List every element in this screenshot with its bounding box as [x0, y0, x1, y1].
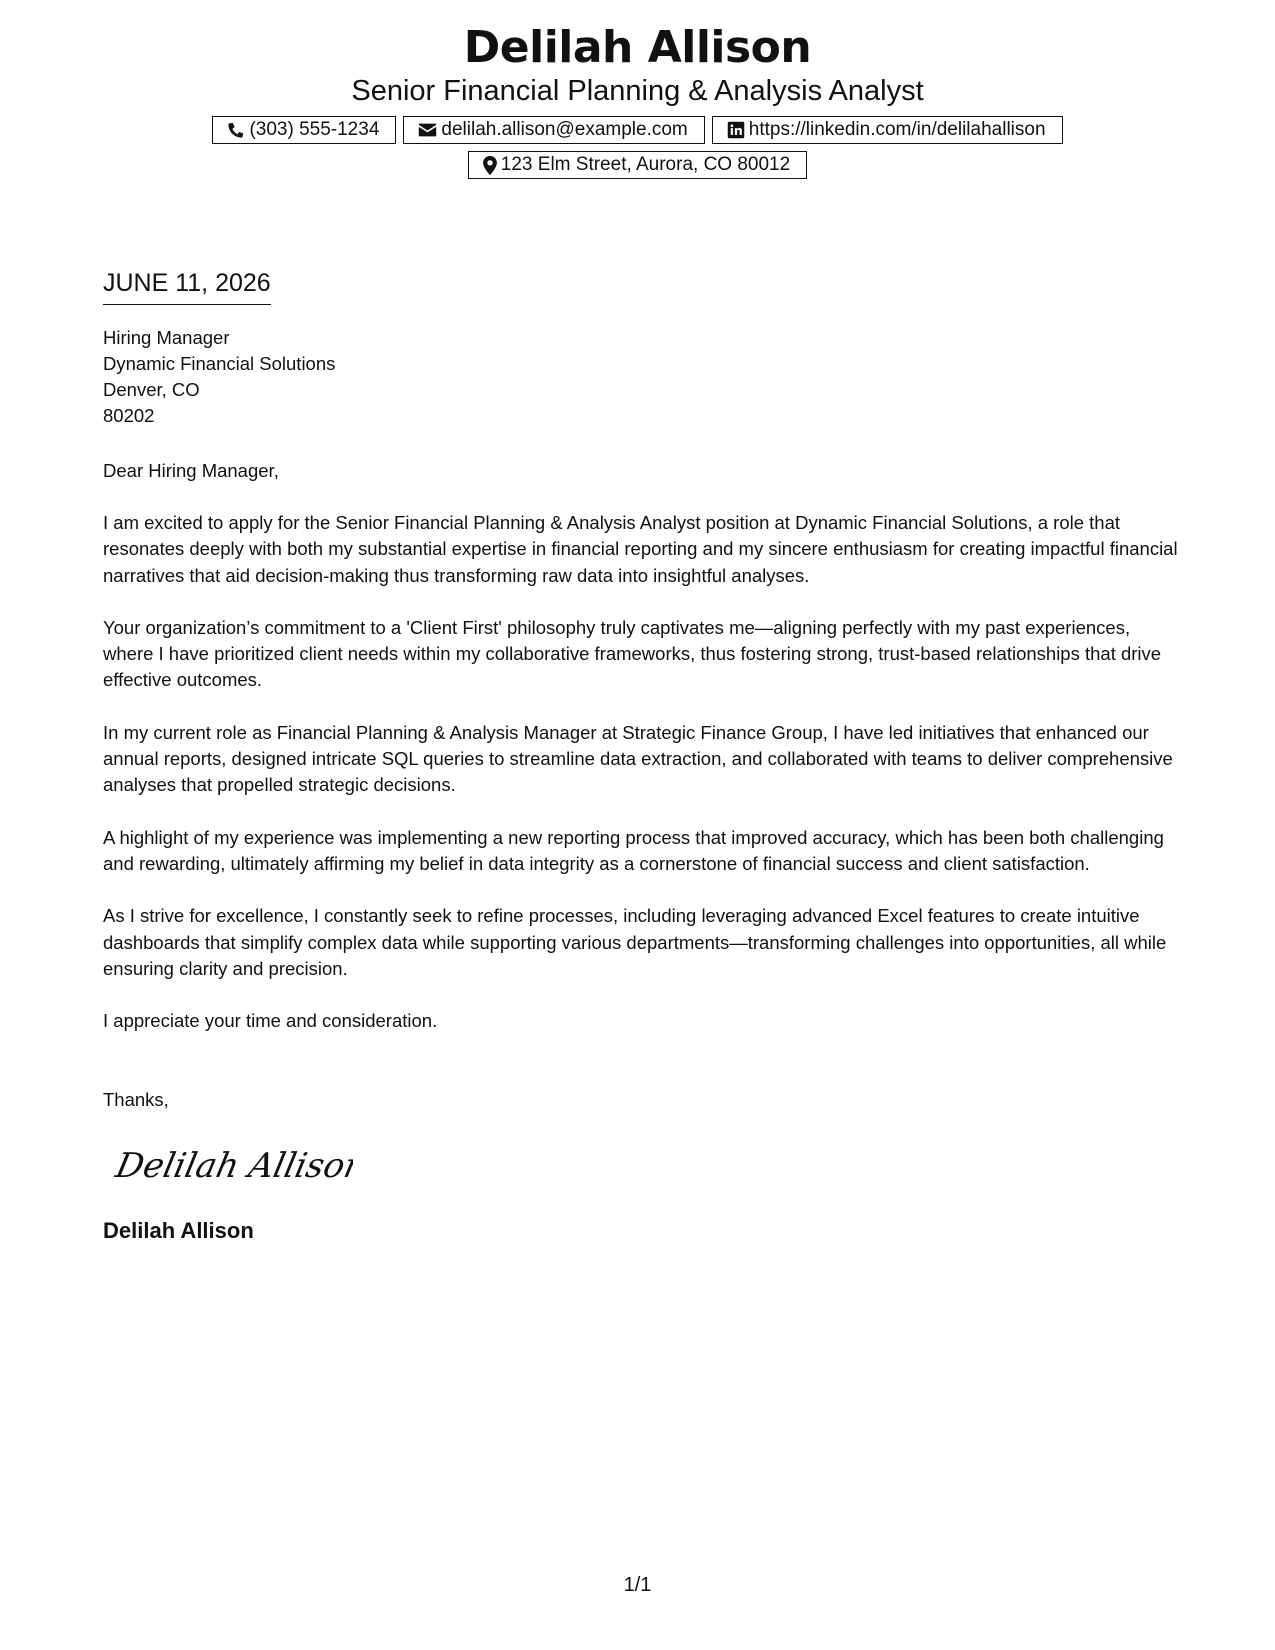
letter-paragraph: A highlight of my experience was implementing a new reporting process that improved accuracy, which has been both challenging and rewarding, ultimately affirming my belief in data integrity as a cornerstone of financial success and client satisfaction.: [103, 826, 1164, 874]
letter-date: JUNE 11, 2026: [103, 268, 271, 305]
contact-phone-text: (303) 555-1234: [249, 119, 380, 140]
recipient-line: 80202: [103, 405, 155, 426]
recipient-line: Denver, CO: [103, 379, 200, 400]
signer-name: Delilah Allison: [103, 1218, 254, 1244]
contact-list: [188, 116, 1088, 179]
recipient-line: Dynamic Financial Solutions: [103, 353, 336, 374]
letter-paragraph: I appreciate your time and consideration.: [103, 1010, 438, 1032]
contact-linkedin-text: https://linkedin.com/in/delilahallison: [748, 119, 1046, 140]
salutation: Dear Hiring Manager,: [103, 460, 279, 481]
envelope-icon: [418, 121, 437, 139]
contact-phone[interactable]: [212, 116, 396, 144]
applicant-title: Senior Financial Planning & Analysis Analyst: [351, 75, 924, 107]
letter-paragraph: In my current role as Financial Planning & Analysis Manager at Strategic Finance Group, I have led initiatives that enhanced our annual reports, designed intricate SQL queries to streamline data extraction, and collaborated with teams to deliver comprehensive analyses that propelled strategic decisions.: [103, 721, 1173, 796]
linkedin-icon: [727, 121, 745, 139]
contact-email-text: delilah.allison@example.com: [441, 119, 688, 140]
contact-linkedin[interactable]: [712, 116, 1063, 144]
handwritten-signature: [113, 1135, 1178, 1195]
letter-header: [0, 22, 1275, 179]
svg-text:Delilah Allison: Delilah Allison: [113, 1146, 353, 1187]
contact-address-text: 123 Elm Street, Aurora, CO 80012: [500, 154, 791, 175]
applicant-name: Delilah Allison: [463, 22, 812, 73]
letter-paragraph: Your organization’s commitment to a 'Client First' philosophy truly captivates me—aligning perfectly with my past experiences, where I have prioritized client needs within my collaborative frameworks, thus fostering strong, trust-based relationships that drive effective outcomes.: [103, 616, 1162, 691]
letter-body: [103, 268, 1178, 1245]
page-indicator: 1/1: [623, 1574, 652, 1596]
recipient-block: [103, 325, 1178, 429]
letter-paragraph: I am excited to apply for the Senior Financial Planning & Analysis Analyst position at Dynamic Financial Solutions, a role that resonates deeply with both my substantial expertise in financial reporting and my sincere enthusiasm for creating impactful financial narratives that aid decision-making thus transforming raw data into insightful analyses.: [103, 512, 1178, 586]
recipient-line: Hiring Manager: [103, 327, 230, 348]
closing: Thanks,: [103, 1089, 169, 1111]
contact-address[interactable]: [468, 151, 807, 179]
map-marker-icon: [483, 156, 497, 175]
contact-email[interactable]: [403, 116, 704, 144]
letter-paragraph: As I strive for excellence, I constantly seek to refine processes, including leveraging advanced Excel features to create intuitive dashboards that simplify complex data while supporting various departments—transforming challenges into opportunities, all while ensuring clarity and precision.: [103, 905, 1167, 979]
phone-icon: [227, 121, 245, 139]
